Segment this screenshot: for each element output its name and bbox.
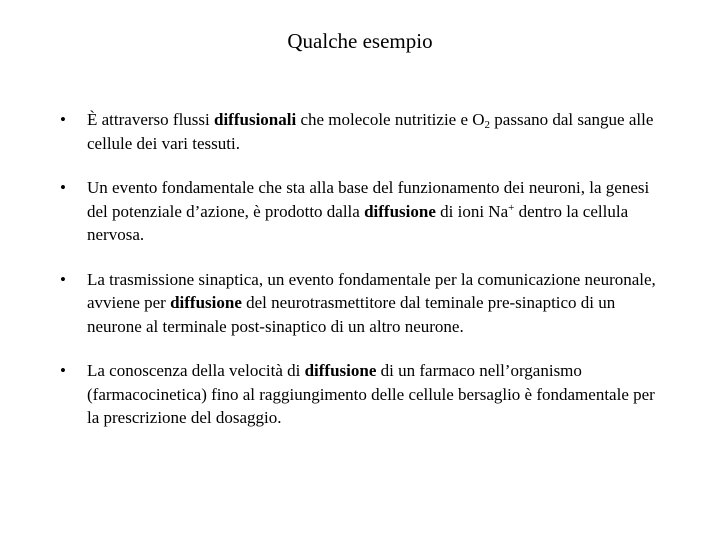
bullet-item xyxy=(60,176,665,247)
bullet-text-segment: che molecole nutritizie e O xyxy=(296,110,485,129)
bullet-text-segment: È attraverso flussi xyxy=(87,110,214,129)
bullet-text-segment: La conoscenza della velocità di xyxy=(87,361,305,380)
bold-keyword: diffusione xyxy=(170,293,242,312)
bullet-text-segment: dentro la cellula nervosa. xyxy=(87,201,629,244)
superscript: + xyxy=(508,201,515,214)
bullet-text-segment: Un evento fondamentale che sta alla base del funzionamento dei neuroni, la genesi del potenziale d’azione, è prodotto dalla xyxy=(87,178,650,221)
bullet-marker: • xyxy=(60,178,66,197)
slide-title: Qualche esempio xyxy=(287,29,433,53)
bullet-item xyxy=(60,108,665,155)
bullet-text-segment: passano dal sangue alle cellule dei vari tessuti. xyxy=(87,110,654,153)
bullet-marker: • xyxy=(60,110,66,129)
bold-keyword: diffusione xyxy=(364,201,436,221)
bullet-list xyxy=(60,108,665,451)
bullet-item xyxy=(60,268,665,339)
bold-keyword: diffusionali xyxy=(214,110,297,129)
bullet-text-segment: del neurotrasmettitore dal teminale pre-sinaptico di un neurone al terminale post-sinaptico di un altro neurone. xyxy=(87,293,616,336)
bullet-marker: • xyxy=(60,361,66,380)
bold-keyword: diffusione xyxy=(304,361,377,380)
bullet-item xyxy=(60,359,665,430)
bullet-text-segment: La trasmissione sinaptica, un evento fondamentale per la comunicazione neuronale, avviene per xyxy=(87,269,656,312)
bullet-text-segment: di un farmaco nell’organismo (farmacocinetica) fino al raggiungimento delle cellule bersaglio è fondamentale per la prescrizione del dosaggio. xyxy=(87,361,655,427)
bullet-text-segment: di ioni Na xyxy=(435,201,509,221)
bullet-marker: • xyxy=(60,269,66,289)
subscript: 2 xyxy=(484,119,491,131)
